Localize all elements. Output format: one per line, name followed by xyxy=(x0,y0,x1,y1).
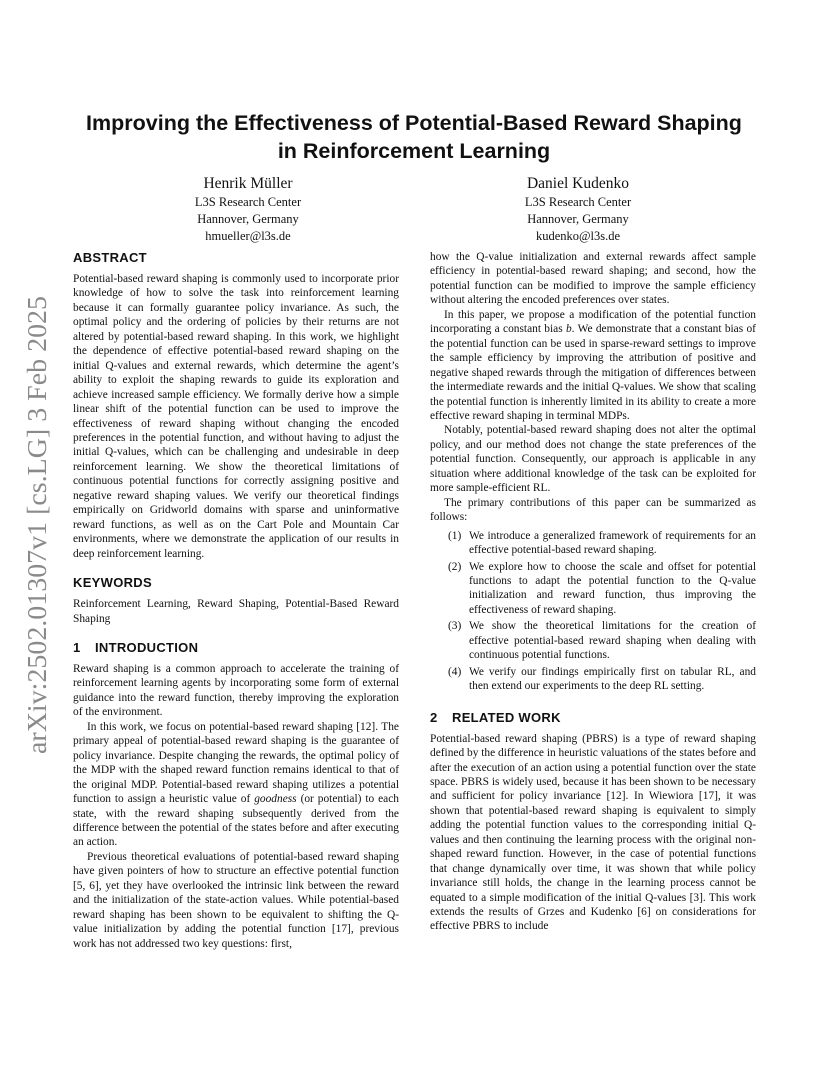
related-paragraph-1: Potential-based reward shaping (PBRS) is a type of reward shaping defined by the difference in heuristic valuations of the states before and after the execution of an action using a potential function over the state space. PBRS is widely used, because it has been shown to be necessary and sufficient for policy invariance [12]. In Wiewiora [17], it was shown that potential-based reward shaping is equivalent to simply adding the potential function values to the corresponding initial Q-values and then continuing the learning process with the original non-shaped reward function. However, in the case of potential functions that change dynamically over time, it was shown that while policy invariance still holds, the change in the learning process cannot be equated to a simple modification of the initial Q-values [3]. This work extends the results of Grzes and Kudenko [6] on considerations for effective PBRS to include xyxy=(430,732,756,933)
list-item-text: We show the theoretical limitations for the creation of effective potential-based reward shaping when dealing with continuous potential functions. xyxy=(469,620,756,662)
intro-paragraph-2-part-a: In this work, we focus on potential-based reward shaping [12]. The primary appeal of potential-based reward shaping is the guarantee of policy invariance. Despite changing the rewards, the optimal policy of the MDP with the shaped reward function remains identical to that of the original MDP. Potential-based reward shaping utilizes a potential function to assign a heuristic value of xyxy=(73,720,399,806)
author-location: Hannover, Germany xyxy=(527,211,629,226)
keywords-text: Reinforcement Learning, Reward Shaping, Potential-Based Reward Shaping xyxy=(73,598,399,625)
author-email[interactable]: kudenko@l3s.de xyxy=(535,228,621,243)
section-number: 1 xyxy=(73,639,81,655)
keywords-heading: KEYWORDS xyxy=(73,575,152,591)
list-item xyxy=(430,529,756,558)
paper-title-line-2: in Reinforcement Learning xyxy=(277,139,551,163)
list-marker: (1) xyxy=(448,529,462,542)
intro-paragraph-1: Reward shaping is a common approach to accelerate the training of reinforcement learning agents by incorporating some form of external guidance into the reward function, thereby improving the exploration of the environment. xyxy=(73,662,399,719)
list-item xyxy=(430,560,756,618)
intro-paragraph-7: The primary contributions of this paper can be summarized as follows: xyxy=(430,496,756,524)
author-block-2 xyxy=(458,174,698,244)
section-heading-introduction xyxy=(73,640,399,656)
contributions-list xyxy=(430,529,756,694)
intro-paragraph-6: Notably, potential-based reward shaping does not alter the optimal policy, and our method does not change the state preferences of the potential function. Consequently, our approach is applicable in any situation where additional knowledge of the task can be exploited for more sample-efficient RL. xyxy=(430,424,756,495)
section-title: INTRODUCTION xyxy=(95,639,199,655)
intro-paragraph-2 xyxy=(73,720,399,850)
list-item-text: We verify our findings empirically first on tabular RL, and then extend our experiments to the deep RL setting. xyxy=(469,665,756,693)
list-item xyxy=(430,665,756,694)
arxiv-identifier xyxy=(4,292,74,758)
author-block-1 xyxy=(128,174,368,244)
paper-title xyxy=(60,109,768,165)
list-marker: (2) xyxy=(448,560,462,573)
author-affiliation: L3S Research Center xyxy=(194,195,302,209)
intro-paragraph-4: how the Q-value initialization and external rewards affect sample efficiency in potential-based reward shaping; and second, how the potential function can be modified to improve the sample efficiency without altering the encoded preferences over states. xyxy=(430,251,756,307)
paper-title-line-1: Improving the Effectiveness of Potential-Based Reward Shaping xyxy=(86,111,742,135)
left-column xyxy=(73,250,399,951)
arxiv-identifier-text: arXiv:2502.01307v1 [cs.LG] 3 Feb 2025 xyxy=(22,311,52,754)
list-item xyxy=(430,619,756,662)
author-affiliation: L3S Research Center xyxy=(524,195,632,209)
section-heading-related-work xyxy=(430,710,756,726)
list-item-text: We introduce a generalized framework of requirements for an effective potential-based reward shaping. xyxy=(469,529,756,557)
section-number: 2 xyxy=(430,709,438,725)
list-marker: (4) xyxy=(448,665,462,678)
emphasis-bias-b: b xyxy=(565,323,572,336)
right-column xyxy=(430,250,756,934)
intro-paragraph-5 xyxy=(430,308,756,424)
author-name: Daniel Kudenko xyxy=(526,175,629,192)
list-item-text: We explore how to choose the scale and offset for potential functions to adapt the potential function to the Q-value initialization and reward function, thus improving the effectiveness of reward shaping. xyxy=(469,560,756,616)
list-marker: (3) xyxy=(448,620,462,633)
author-location: Hannover, Germany xyxy=(197,211,299,226)
intro-paragraph-5-part-b: . We demonstrate that a constant bias of the potential function can be used in sparse-reward settings to improve the sample efficiency by improving the attribution of positive and negative shaped rewards through the mitigation of differences between the intermediate rewards and the initial Q-values. We show that scaling the potential function is inherently limited in its ability to create a more effective reward shaping in terminal MDPs. xyxy=(430,323,756,422)
intro-paragraph-2-part-b: (or potential) to each state, with the reward shaping subsequently derived from the difference between the potential of the states before and after executing an action. xyxy=(73,793,399,849)
abstract-heading: ABSTRACT xyxy=(73,250,147,265)
author-email[interactable]: hmueller@l3s.de xyxy=(205,228,291,243)
intro-paragraph-5-part-a: In this paper, we propose a modification of the potential function incorporating a constant bias xyxy=(430,308,756,336)
intro-paragraph-3: Previous theoretical evaluations of potential-based reward shaping have given pointers of how to structure an effective potential function [5, 6], yet they have overlooked the intrinsic link between the reward and the initialization of the state-action values. While potential-based reward shaping has been shown to be equivalent to shifting the Q-value initialization by adding the potential function [17], previous work has not addressed two key questions: first, xyxy=(73,850,399,950)
section-title: RELATED WORK xyxy=(452,709,561,725)
author-name: Henrik Müller xyxy=(203,175,293,192)
abstract-text: Potential-based reward shaping is commonly used to incorporate prior knowledge of how to solve the task into reinforcement learning because it can formally guarantee policy invariance. As such, the optimal policy and the ordering of policies by their returns are not altered by potential-based reward shaping. In this work, we highlight the dependence of effective potential-based reward shaping on the initial Q-values and external rewards, which determine the agent’s ability to exploit the shaping rewards to guide its exploration and achieve increased sample efficiency. We formally derive how a simple linear shift of the potential function can be used to improve the effectiveness of reward shaping without changing the encoded preferences in the potential function, and without having to adjust the initial Q-values, which can be challenging and undesirable in deep reinforcement learning. We show the theoretical limitations of continuous potential functions for correctly assigning positive and negative reward shaping values. We verify our theoretical findings empirically on Gridworld domains with sparse and uninformative reward functions, as well as on the Cart Pole and Mountain Car environments, where we demonstrate the application of our results in deep reinforcement learning. xyxy=(73,273,399,560)
emphasis-goodness: goodness xyxy=(254,793,297,806)
